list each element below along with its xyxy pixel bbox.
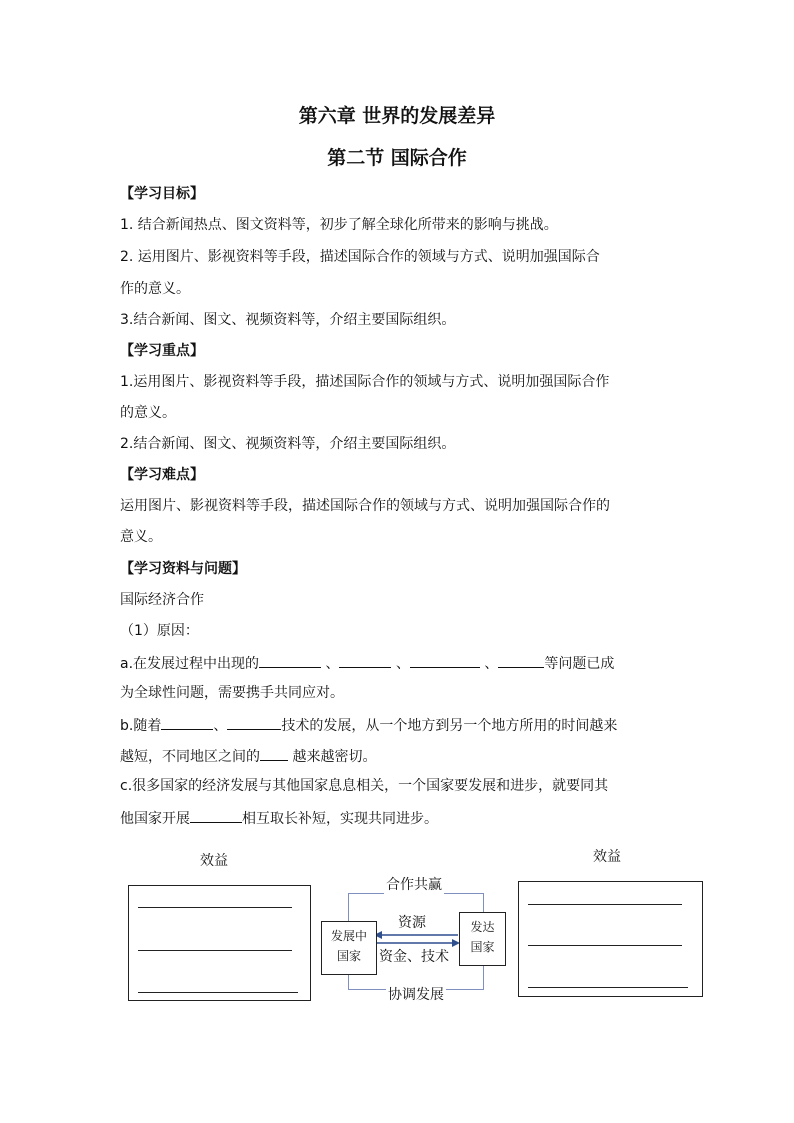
fill-blank-b3[interactable] [260,745,288,761]
developing-country-label-2: 国家 [336,949,361,963]
right-answer-line-3[interactable] [528,987,688,988]
separator: 、 [213,718,228,734]
goal-item-2-line-1: 2. 运用图片、影视资料等手段，描述国际合作的领域与方式、说明加强国际合 [120,249,600,265]
goal-item-1: 1. 结合新闻热点、图文资料等，初步了解全球化所带来的影响与挑战。 [120,217,558,233]
key-point-1-line-1: 1.运用图片、影视资料等手段，描述国际合作的领域与方式、说明加强国际合作 [120,374,610,390]
question-b-line-2-prefix: 越短，不同地区之间的 [120,749,260,765]
fill-blank-a1[interactable] [259,652,321,668]
capital-technology-label: 资金、技术 [379,949,449,965]
section-title: 第二节 国际合作 [327,147,467,169]
left-answer-line-3[interactable] [138,992,298,993]
cooperation-win-label: 合作共赢 [386,877,442,893]
question-b-line-2 [120,745,680,767]
question-a-prefix: a.在发展过程中出现的 [120,656,260,672]
question-c-line-2-suffix: 相互取长补短，实现共同进步。 [242,811,438,827]
developing-country-node [321,921,377,975]
left-answer-line-2[interactable] [138,950,292,951]
left-answer-line-1[interactable] [138,907,292,908]
key-point-2: 2.结合新闻、图文、视频资料等，介绍主要国际组织。 [120,436,456,452]
separator: 、 [395,656,410,672]
exchange-arrows [374,930,460,950]
question-c-line-1: c.很多国家的经济发展与其他国家息息相关，一个国家要发展和进步，就要同其 [120,778,609,794]
difficulties-heading: 【学习难点】 [120,467,204,483]
developed-country-label-2: 国家 [470,940,495,954]
right-benefit-label: 效益 [593,849,621,865]
fill-blank-a2[interactable] [339,652,391,668]
question-b-prefix: b.随着 [120,718,162,734]
question-b-line-2-suffix: 越来越密切。 [288,749,377,765]
key-points-heading: 【学习重点】 [120,343,204,359]
question-a-line-1 [120,652,680,674]
fill-blank-b1[interactable] [161,714,213,730]
fill-blank-c1[interactable] [190,807,242,823]
left-benefit-box [128,885,311,1001]
coordinated-development-label: 协调发展 [388,987,444,1003]
right-answer-line-2[interactable] [528,945,682,946]
materials-topic: 国际经济合作 [120,592,204,608]
question-a-suffix: 等问题已成 [544,656,615,672]
difficulty-line-1: 运用图片、影视资料等手段，描述国际合作的领域与方式、说明加强国际合作的 [120,498,610,514]
right-benefit-box [518,881,703,997]
separator: 、 [325,656,340,672]
question-c-line-2 [120,807,680,829]
question-c-line-2-prefix: 他国家开展 [120,811,190,827]
resources-label: 资源 [398,915,426,931]
question-b-mid: 技术的发展，从一个地方到另一个地方所用的时间越来 [281,718,618,734]
materials-heading: 【学习资料与问题】 [120,561,246,577]
right-answer-line-1[interactable] [528,904,682,905]
reason-sub-heading: （1）原因： [120,623,199,639]
developed-country-label-1: 发达 [470,920,495,934]
developing-country-label-1: 发展中 [330,929,367,943]
goals-heading: 【学习目标】 [120,186,204,202]
left-benefit-label: 效益 [200,853,228,869]
fill-blank-b2[interactable] [227,714,281,730]
separator: 、 [484,656,499,672]
goal-item-2-line-2: 作的意义。 [120,281,190,297]
difficulty-line-2: 意义。 [120,529,162,545]
developed-country-node [459,912,506,966]
fill-blank-a4[interactable] [498,652,544,668]
goal-item-3: 3.结合新闻、图文、视频资料等，介绍主要国际组织。 [120,312,456,328]
fill-blank-a3[interactable] [410,652,480,668]
question-b-line-1 [120,714,680,736]
chapter-title: 第六章 世界的发展差异 [298,105,496,127]
key-point-1-line-2: 的意义。 [120,405,176,421]
question-a-line-2: 为全球性问题，需要携手共同应对。 [120,685,344,701]
